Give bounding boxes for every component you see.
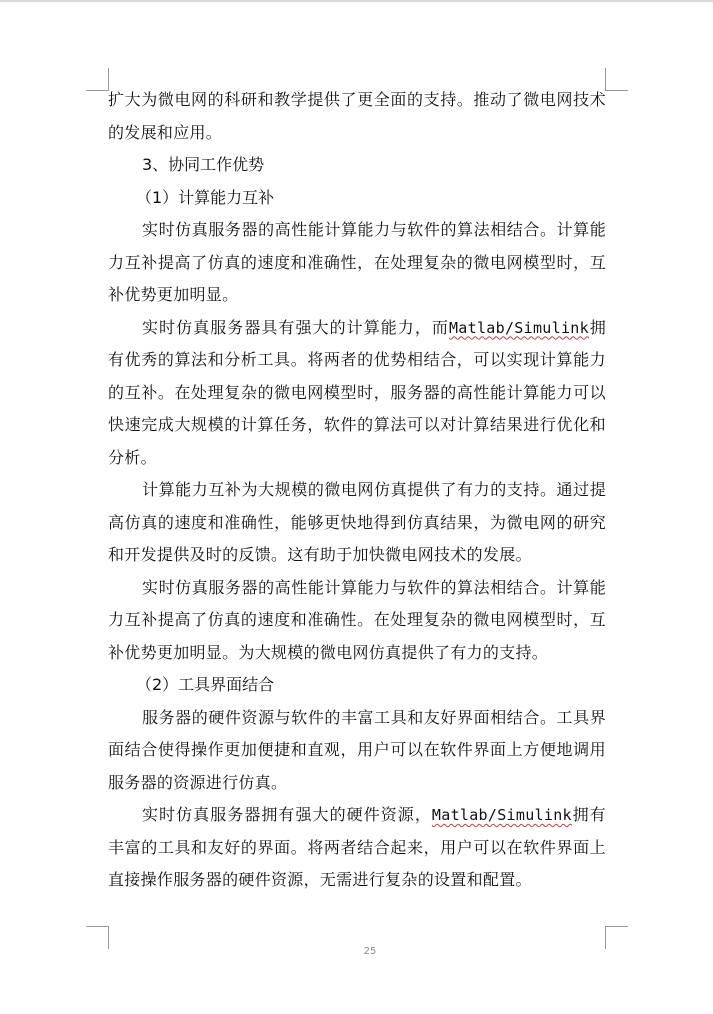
spellcheck-term-matlab-simulink[interactable]: Matlab/Simulink [448,318,589,337]
paragraph-compute-summary: 实时仿真服务器的高性能计算能力与软件的算法相结合。计算能力互补提高了仿真的速度和准确性。在处理复杂的微电网模型时，互补优势更加明显。为大规模的微电网仿真提供了有力的支持。 [108,577,606,662]
section-heading-collaboration: 3、协同工作优势 [142,155,265,174]
paragraph-compute-detail [108,312,606,475]
paragraph-compute-intro: 实时仿真服务器的高性能计算能力与软件的算法相结合。计算能力互补提高了仿真的速度和准确性，在处理复杂的微电网模型时，互补优势更加明显。 [108,220,606,304]
subheading-compute-complement: （1）计算能力互补 [136,187,275,207]
margin-corner-bottom-left [86,926,109,949]
margin-corner-top-right [605,68,628,91]
paragraph-continued: 扩大为微电网的科研和教学提供了更全面的支持。推动了微电网技术的发展和应用。 [108,90,606,142]
paragraph-interface-detail [108,799,606,897]
paragraph-text-before: 实时仿真服务器具有强大的计算能力，而 [142,317,449,337]
paragraph-text-after: 拥有优秀的算法和分析工具。将两者的优势相结合，可以实现计算能力的互补。在处理复杂的微电网模型时，服务器的高性能计算能力可以快速完成大规模的计算任务，软件的算法可以对计算结果进行优化和分析。 [108,317,606,467]
paragraph-text-after: 拥有丰富的工具和友好的界面。将两者结合起来，用户可以在软件界面上直接操作服务器的硬件资源，无需进行复杂的设置和配置。 [108,805,606,889]
spellcheck-term-matlab-simulink[interactable]: Matlab/Simulink [431,806,572,824]
paragraph-interface-intro: 服务器的硬件资源与软件的丰富工具和友好界面相结合。工具界面结合使得操作更加便捷和直观，用户可以在软件界面上方便地调用服务器的资源进行仿真。 [108,707,606,792]
subheading-tool-interface: （2）工具界面结合 [136,675,275,694]
page-number: 25 [363,946,377,957]
page-top-edge [0,0,713,2]
paragraph-compute-support: 计算能力互补为大规模的微电网仿真提供了有力的支持。通过提高仿真的速度和准确性，能够更快地得到仿真结果，为微电网的研究和开发提供及时的反馈。这有助于加快微电网技术的发展。 [108,480,606,564]
margin-corner-bottom-right [605,926,628,949]
margin-corner-top-left [86,68,109,91]
document-body[interactable] [108,84,606,897]
paragraph-text-before: 实时仿真服务器拥有强大的硬件资源， [142,805,432,824]
